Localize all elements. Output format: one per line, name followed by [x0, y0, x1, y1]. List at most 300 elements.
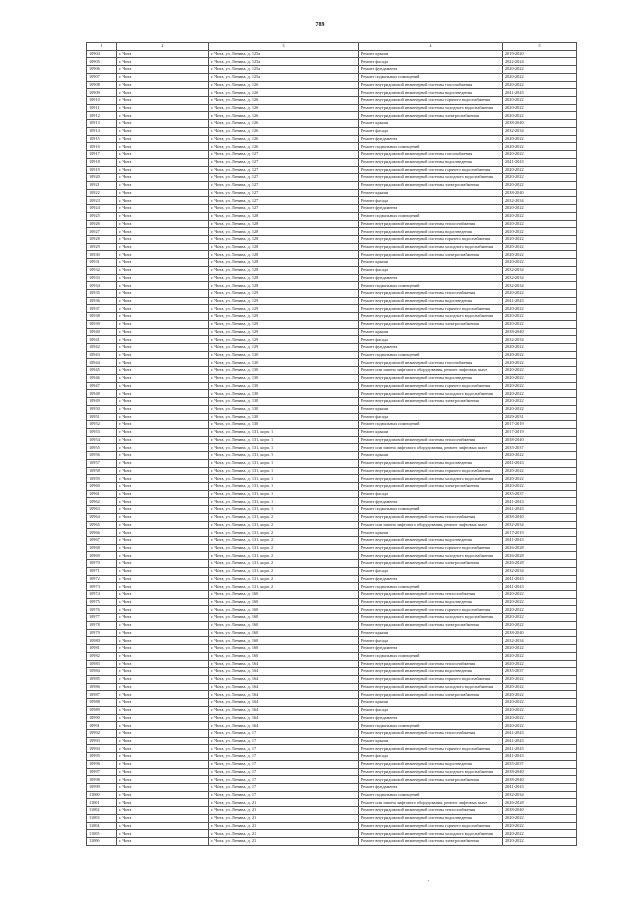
table-cell: 10977 [87, 614, 117, 622]
table-row [87, 351, 577, 359]
table-cell: г. Чита [117, 328, 209, 336]
table-cell: г. Чита, ул. Ленина, д. 164 [209, 706, 359, 714]
table-cell: 2020-2022 [503, 652, 577, 660]
table-cell: 2041-2043 [503, 745, 577, 753]
table-row [87, 591, 577, 599]
table-cell: г. Чита [117, 405, 209, 413]
table-cell: Ремонт фасада [359, 567, 503, 575]
table-row [87, 405, 577, 413]
table-row [87, 583, 577, 591]
table-row [87, 73, 577, 81]
table-cell: г. Чита [117, 838, 209, 846]
table-cell: 10904 [87, 50, 117, 58]
table-cell: 10968 [87, 544, 117, 552]
table-row [87, 328, 577, 336]
table-cell: 2020-2022 [503, 822, 577, 830]
table-cell: г. Чита [117, 320, 209, 328]
header-cell: 2 [117, 43, 209, 51]
table-cell: г. Чита, ул. Ленина, д. 17 [209, 737, 359, 745]
repair-schedule-table [86, 42, 577, 846]
table-cell: 10924 [87, 205, 117, 213]
table-cell: г. Чита [117, 706, 209, 714]
table-cell: 2020-2022 [503, 104, 577, 112]
table-cell: 2041-2043 [503, 158, 577, 166]
table-cell: 10982 [87, 652, 117, 660]
table-cell: г. Чита, ул. Ленина, д. 128 [209, 220, 359, 228]
table-cell: г. Чита, ул. Ленина, д. 131, корп. 1 [209, 498, 359, 506]
table-cell: г. Чита [117, 652, 209, 660]
table-cell: 10958 [87, 467, 117, 475]
table-row [87, 668, 577, 676]
table-cell: 2038-2040 [503, 768, 577, 776]
table-row [87, 112, 577, 120]
table-cell: г. Чита, ул. Ленина, д. 128 [209, 274, 359, 282]
table-cell: г. Чита [117, 259, 209, 267]
table-cell: г. Чита, ул. Ленина, д. 126 [209, 143, 359, 151]
table-cell: Ремонт фундамента [359, 205, 503, 213]
table-cell: 2020-2022 [503, 475, 577, 483]
table-cell: 2020-2022 [503, 645, 577, 653]
table-body [87, 43, 577, 846]
table-cell: 2020-2022 [503, 374, 577, 382]
table-cell: г. Чита, ул. Ленина, д. 131, корп. 1 [209, 506, 359, 514]
table-cell: 2038-2040 [503, 189, 577, 197]
table-cell: 10938 [87, 313, 117, 321]
table-cell: г. Чита [117, 683, 209, 691]
table-cell: г. Чита, ул. Ленина, д. 160 [209, 591, 359, 599]
table-cell: 11006 [87, 838, 117, 846]
table-cell: Ремонт фасада [359, 127, 503, 135]
table-cell: г. Чита, ул. Ленина, д. 130 [209, 398, 359, 406]
table-row [87, 760, 577, 768]
table-cell: Ремонт фундамента [359, 498, 503, 506]
table-cell: 2020-2022 [503, 699, 577, 707]
table-cell: г. Чита, ул. Ленина, д. 129 [209, 313, 359, 321]
table-cell: 10917 [87, 151, 117, 159]
table-cell: г. Чита, ул. Ленина, д. 164 [209, 691, 359, 699]
table-row [87, 814, 577, 822]
table-cell: 11005 [87, 830, 117, 838]
table-cell: г. Чита [117, 436, 209, 444]
table-cell: Ремонт фасада [359, 753, 503, 761]
table-cell: 10966 [87, 529, 117, 537]
table-row [87, 699, 577, 707]
table-cell: г. Чита, ул. Ленина, д. 160 [209, 652, 359, 660]
table-cell: г. Чита [117, 421, 209, 429]
table-cell: Ремонт крыши [359, 405, 503, 413]
table-cell: 10953 [87, 428, 117, 436]
table-cell: Ремонт внутридомовой инженерной системы теплоснабжения [359, 807, 503, 815]
table-row [87, 706, 577, 714]
table-cell: г. Чита [117, 598, 209, 606]
table-cell: Ремонт внутридомовой инженерной системы холодного водоснабжения [359, 390, 503, 398]
table-cell: 2038-2040 [503, 807, 577, 815]
table-row [87, 683, 577, 691]
table-cell: г. Чита, ул. Ленина, д. 129 [209, 320, 359, 328]
table-row [87, 529, 577, 537]
table-row [87, 652, 577, 660]
table-row [87, 498, 577, 506]
table-cell: г. Чита, ул. Ленина, д. 126 [209, 120, 359, 128]
table-row [87, 452, 577, 460]
table-cell: Ремонт фундамента [359, 714, 503, 722]
table-cell: Ремонт внутридомовой инженерной системы холодного водоснабжения [359, 313, 503, 321]
table-cell: 2032-2034 [503, 336, 577, 344]
table-cell: г. Чита [117, 235, 209, 243]
table-row [87, 205, 577, 213]
table-cell: 10948 [87, 390, 117, 398]
table-cell: г. Чита [117, 444, 209, 452]
table-cell: г. Чита [117, 66, 209, 74]
table-cell: 10951 [87, 413, 117, 421]
table-cell: 2041-2043 [503, 459, 577, 467]
table-cell: 10989 [87, 706, 117, 714]
table-cell: 2020-2022 [503, 251, 577, 259]
table-cell: г. Чита [117, 814, 209, 822]
table-cell: Ремонт внутридомовой инженерной системы холодного водоснабжения [359, 683, 503, 691]
table-cell: 10992 [87, 729, 117, 737]
table-cell: 2020-2022 [503, 174, 577, 182]
table-cell: 2020-2022 [503, 830, 577, 838]
table-cell: г. Чита, ул. Ленина, д. 131, корп. 2 [209, 567, 359, 575]
table-cell: г. Чита [117, 266, 209, 274]
table-cell: 10956 [87, 452, 117, 460]
table-cell: г. Чита [117, 537, 209, 545]
table-cell: г. Чита [117, 691, 209, 699]
table-cell: г. Чита [117, 398, 209, 406]
table-cell: г. Чита [117, 629, 209, 637]
table-cell: г. Чита, ул. Ленина, д. 128 [209, 235, 359, 243]
table-cell: г. Чита [117, 459, 209, 467]
table-cell: г. Чита [117, 807, 209, 815]
table-cell: Ремонт внутридомовой инженерной системы водоотведения [359, 760, 503, 768]
table-cell: 2041-2043 [503, 506, 577, 514]
table-cell: 2020-2022 [503, 621, 577, 629]
table-cell: г. Чита, ул. Ленина, д. 160 [209, 606, 359, 614]
table-cell: г. Чита, ул. Ленина, д. 17 [209, 753, 359, 761]
table-cell: г. Чита [117, 73, 209, 81]
table-cell: 10926 [87, 220, 117, 228]
table-cell: 2041-2043 [503, 537, 577, 545]
table-cell: 2032-2034 [503, 274, 577, 282]
header-cell: 5 [503, 43, 577, 51]
table-cell: 10975 [87, 598, 117, 606]
table-cell: 11001 [87, 799, 117, 807]
table-cell: 2041-2043 [503, 737, 577, 745]
table-cell: 2041-2043 [503, 297, 577, 305]
table-cell: 10996 [87, 760, 117, 768]
table-cell: г. Чита, ул. Ленина, д. 128 [209, 212, 359, 220]
table-cell: 10961 [87, 490, 117, 498]
table-row [87, 120, 577, 128]
table-cell: г. Чита, ул. Ленина, д. 126 [209, 127, 359, 135]
table-cell: г. Чита, ул. Ленина, д. 128 [209, 228, 359, 236]
table-cell: 2035-2037 [503, 490, 577, 498]
table-cell: 10970 [87, 560, 117, 568]
table-cell: г. Чита, ул. Ленина, д. 160 [209, 645, 359, 653]
table-cell: Ремонт внутридомовой инженерной системы газоснабжения [359, 359, 503, 367]
table-cell: 10933 [87, 274, 117, 282]
table-cell: Ремонт подвальных помещений [359, 652, 503, 660]
table-cell: г. Чита [117, 374, 209, 382]
table-cell: г. Чита [117, 428, 209, 436]
table-row [87, 297, 577, 305]
table-row [87, 807, 577, 815]
table-cell: г. Чита [117, 336, 209, 344]
table-row [87, 444, 577, 452]
table-row [87, 560, 577, 568]
table-cell: 10957 [87, 459, 117, 467]
table-cell: Ремонт фундамента [359, 575, 503, 583]
table-cell: г. Чита, ул. Ленина, д. 160 [209, 629, 359, 637]
table-cell: 10950 [87, 405, 117, 413]
table-cell: 2022-2024 [503, 58, 577, 66]
table-cell: г. Чита [117, 452, 209, 460]
table-cell: Ремонт фундамента [359, 344, 503, 352]
table-cell: г. Чита [117, 89, 209, 97]
table-cell: 2041-2043 [503, 575, 577, 583]
table-row [87, 784, 577, 792]
table-cell: г. Чита, ул. Ленина, д. 17 [209, 791, 359, 799]
table-cell: г. Чита [117, 181, 209, 189]
table-cell: г. Чита [117, 351, 209, 359]
table-cell: 10910 [87, 97, 117, 105]
table-cell: г. Чита [117, 297, 209, 305]
table-cell: Ремонт внутридомовой инженерной системы электроснабжения [359, 251, 503, 259]
table-cell: г. Чита, ул. Ленина, д. 130 [209, 367, 359, 375]
table-cell: Ремонт внутридомовой инженерной системы электроснабжения [359, 838, 503, 846]
table-cell: 10988 [87, 699, 117, 707]
table-cell: 2032-2034 [503, 127, 577, 135]
table-cell: Ремонт фасада [359, 413, 503, 421]
table-cell: г. Чита, ул. Ленина, д. 127 [209, 197, 359, 205]
table-cell: 11004 [87, 822, 117, 830]
table-cell: Ремонт внутридомовой инженерной системы теплоснабжения [359, 729, 503, 737]
table-cell: 2020-2022 [503, 212, 577, 220]
table-cell: 2017-2019 [503, 529, 577, 537]
table-cell: Ремонт или замена лифтового оборудования, ремонт лифтовых шахт [359, 444, 503, 452]
table-cell: 2038-2040 [503, 436, 577, 444]
table-cell: 10979 [87, 629, 117, 637]
table-cell: 10915 [87, 135, 117, 143]
table-cell: 10987 [87, 691, 117, 699]
table-cell: Ремонт внутридомовой инженерной системы холодного водоснабжения [359, 830, 503, 838]
table-cell: 2032-2034 [503, 266, 577, 274]
table-cell: Ремонт подвальных помещений [359, 583, 503, 591]
table-cell: 10980 [87, 637, 117, 645]
table-cell: 2029-2031 [503, 413, 577, 421]
table-cell: 10909 [87, 89, 117, 97]
table-cell: г. Чита, ул. Ленина, д. 129 [209, 344, 359, 352]
table-cell: г. Чита [117, 513, 209, 521]
table-row [87, 428, 577, 436]
table-cell: г. Чита, ул. Ленина, д. 127 [209, 166, 359, 174]
table-row [87, 537, 577, 545]
table-cell: 2019-2020 [503, 50, 577, 58]
table-cell: Ремонт крыши [359, 428, 503, 436]
table-cell: г. Чита [117, 645, 209, 653]
table-cell: Ремонт подвальных помещений [359, 791, 503, 799]
table-row [87, 490, 577, 498]
table-cell: г. Чита, ул. Ленина, д. 131, корп. 2 [209, 529, 359, 537]
header-cell: 4 [359, 43, 503, 51]
table-cell: г. Чита, ул. Ленина, д. 125а [209, 58, 359, 66]
table-cell: г. Чита [117, 737, 209, 745]
table-cell: г. Чита, ул. Ленина, д. 17 [209, 729, 359, 737]
table-row [87, 753, 577, 761]
table-cell: 2020-2022 [503, 143, 577, 151]
table-cell: г. Чита, ул. Ленина, д. 21 [209, 799, 359, 807]
table-cell: 2020-2022 [503, 691, 577, 699]
table-cell: г. Чита, ул. Ленина, д. 129 [209, 297, 359, 305]
table-cell: Ремонт подвальных помещений [359, 506, 503, 514]
table-cell: г. Чита, ул. Ленина, д. 127 [209, 205, 359, 213]
table-cell: 2020-2022 [503, 390, 577, 398]
table-cell: г. Чита [117, 745, 209, 753]
table-cell: 2026-2028 [503, 544, 577, 552]
table-row [87, 606, 577, 614]
table-cell: 2032-2034 [503, 521, 577, 529]
table-cell: 2026-2028 [503, 560, 577, 568]
table-cell: г. Чита [117, 475, 209, 483]
table-cell: 2020-2022 [503, 838, 577, 846]
table-cell: Ремонт внутридомовой инженерной системы теплоснабжения [359, 290, 503, 298]
table-cell: г. Чита [117, 567, 209, 575]
table-cell: г. Чита [117, 212, 209, 220]
table-cell: г. Чита [117, 552, 209, 560]
table-cell: г. Чита, ул. Ленина, д. 164 [209, 660, 359, 668]
table-cell: г. Чита [117, 151, 209, 159]
table-cell: Ремонт внутридомовой инженерной системы электроснабжения [359, 398, 503, 406]
table-cell: Ремонт внутридомовой инженерной системы холодного водоснабжения [359, 768, 503, 776]
table-cell: 2020-2022 [503, 467, 577, 475]
table-row [87, 151, 577, 159]
table-cell: Ремонт внутридомовой инженерной системы газоснабжения [359, 81, 503, 89]
table-row [87, 482, 577, 490]
table-cell: г. Чита [117, 143, 209, 151]
table-cell: Ремонт внутридомовой инженерной системы электроснабжения [359, 482, 503, 490]
table-cell: 10927 [87, 228, 117, 236]
table-cell: 2020-2022 [503, 220, 577, 228]
table-cell: г. Чита, ул. Ленина, д. 130 [209, 421, 359, 429]
table-cell: 2020-2022 [503, 235, 577, 243]
table-cell: Ремонт внутридомовой инженерной системы водоотведения [359, 668, 503, 676]
table-cell: Ремонт внутридомовой инженерной системы водоотведения [359, 598, 503, 606]
table-header-row [87, 43, 577, 51]
table-cell: г. Чита, ул. Ленина, д. 131, корп. 1 [209, 452, 359, 460]
table-cell: 2020-2022 [503, 166, 577, 174]
table-cell: 2020-2022 [503, 320, 577, 328]
table-row [87, 336, 577, 344]
table-cell: г. Чита [117, 112, 209, 120]
table-cell: 10967 [87, 537, 117, 545]
table-cell: Ремонт подвальных помещений [359, 143, 503, 151]
table-cell: Ремонт внутридомовой инженерной системы теплоснабжения [359, 660, 503, 668]
table-cell: Ремонт фасада [359, 490, 503, 498]
table-cell: 10932 [87, 266, 117, 274]
table-cell: г. Чита, ул. Ленина, д. 21 [209, 822, 359, 830]
table-cell: г. Чита, ул. Ленина, д. 129 [209, 305, 359, 313]
table-cell: 2020-2022 [503, 344, 577, 352]
table-row [87, 320, 577, 328]
table-row [87, 830, 577, 838]
table-cell: 10973 [87, 583, 117, 591]
table-cell: 2035-2037 [503, 444, 577, 452]
table-cell: г. Чита [117, 228, 209, 236]
table-cell: г. Чита [117, 660, 209, 668]
table-cell: 2038-2040 [503, 328, 577, 336]
table-cell: 10986 [87, 683, 117, 691]
table-cell: 10964 [87, 513, 117, 521]
table-cell: г. Чита [117, 791, 209, 799]
table-cell: г. Чита [117, 166, 209, 174]
table-cell: Ремонт внутридомовой инженерной системы теплоснабжения [359, 436, 503, 444]
table-cell: г. Чита, ул. Ленина, д. 17 [209, 776, 359, 784]
table-cell: г. Чита, ул. Ленина, д. 125а [209, 73, 359, 81]
table-cell: г. Чита, ул. Ленина, д. 164 [209, 668, 359, 676]
table-row [87, 436, 577, 444]
table-cell: г. Чита, ул. Ленина, д. 131, корп. 1 [209, 459, 359, 467]
table-row [87, 220, 577, 228]
table-cell: Ремонт фундамента [359, 784, 503, 792]
table-cell: г. Чита, ул. Ленина, д. 126 [209, 112, 359, 120]
table-row [87, 313, 577, 321]
table-cell: г. Чита, ул. Ленина, д. 127 [209, 151, 359, 159]
table-cell: г. Чита [117, 120, 209, 128]
table-cell: Ремонт внутридомовой инженерной системы водоотведения [359, 89, 503, 97]
table-cell: 10955 [87, 444, 117, 452]
table-row [87, 274, 577, 282]
table-cell: 2020-2022 [503, 97, 577, 105]
table-row [87, 421, 577, 429]
table-cell: Ремонт внутридомовой инженерной системы электроснабжения [359, 776, 503, 784]
table-row [87, 714, 577, 722]
table-cell: 2032-2034 [503, 197, 577, 205]
table-cell: 2032-2034 [503, 791, 577, 799]
header-cell: 1 [87, 43, 117, 51]
table-cell: г. Чита [117, 822, 209, 830]
table-row [87, 729, 577, 737]
table-cell: г. Чита [117, 729, 209, 737]
table-cell: Ремонт внутридомовой инженерной системы холодного водоснабжения [359, 552, 503, 560]
table-cell: г. Чита [117, 583, 209, 591]
table-cell: 11002 [87, 807, 117, 815]
table-cell: 11003 [87, 814, 117, 822]
table-cell: г. Чита [117, 344, 209, 352]
table-row [87, 259, 577, 267]
table-row [87, 374, 577, 382]
table-cell: г. Чита, ул. Ленина, д. 164 [209, 722, 359, 730]
table-cell: г. Чита, ул. Ленина, д. 129 [209, 328, 359, 336]
table-cell: 10974 [87, 591, 117, 599]
table-cell: 10999 [87, 784, 117, 792]
table-row [87, 552, 577, 560]
table-cell: г. Чита, ул. Ленина, д. 131, корп. 2 [209, 575, 359, 583]
table-cell: г. Чита, ул. Ленина, д. 164 [209, 699, 359, 707]
table-cell: 10925 [87, 212, 117, 220]
table-cell: 2020-2022 [503, 814, 577, 822]
table-cell: г. Чита [117, 467, 209, 475]
table-cell: г. Чита [117, 243, 209, 251]
table-cell: Ремонт крыши [359, 699, 503, 707]
table-cell: 10972 [87, 575, 117, 583]
table-cell: 2020-2022 [503, 112, 577, 120]
table-row [87, 158, 577, 166]
table-cell: 2020-2022 [503, 591, 577, 599]
table-row [87, 413, 577, 421]
table-cell: г. Чита [117, 722, 209, 730]
table-cell: Ремонт внутридомовой инженерной системы горячего водоснабжения [359, 822, 503, 830]
